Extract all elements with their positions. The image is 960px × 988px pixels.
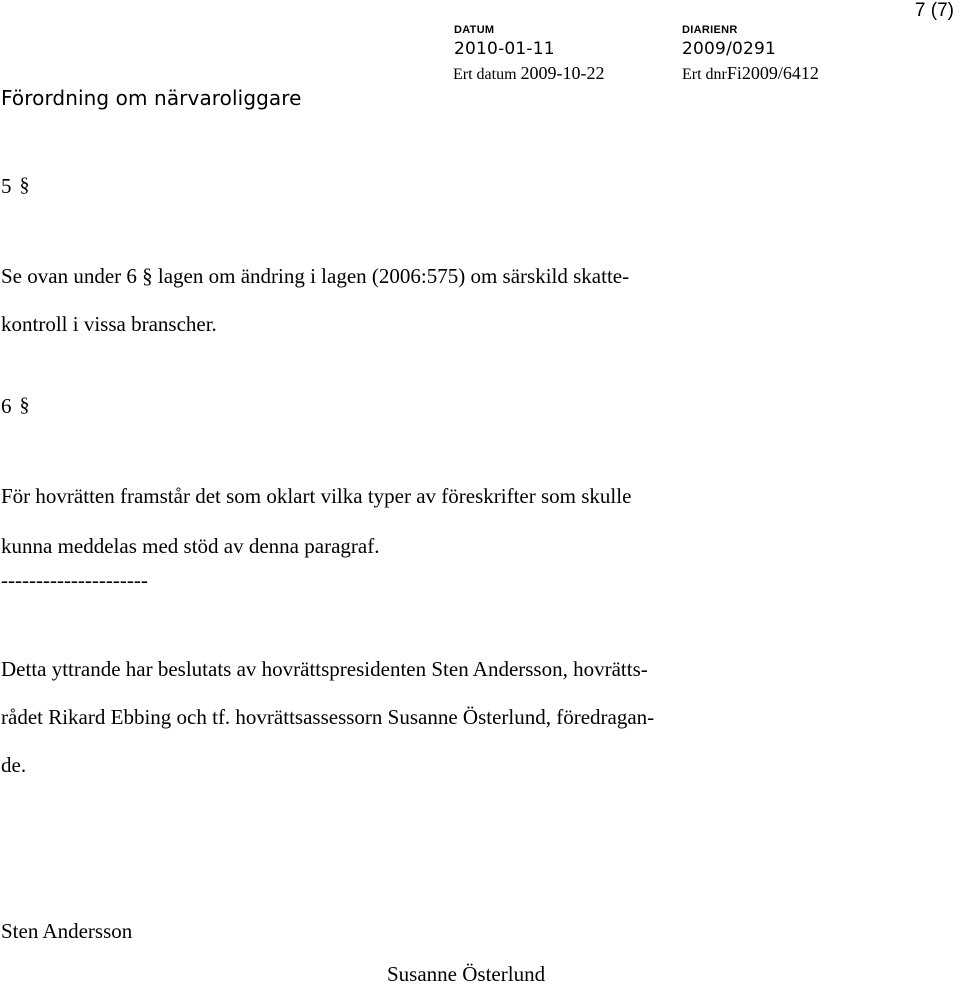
section-6-text [1,471,631,571]
section-5-line-2: kontroll i vissa branscher. [1,312,217,336]
section-6-line-1: För hovrätten framstår det som oklart vilka typer av föreskrifter som skulle [1,484,632,508]
separator-line: --------------------- [1,568,148,592]
closing-line-2: rådet Rikard Ebbing och tf. hovrättsassessorn Susanne Österlund, föredragan- [1,705,655,729]
section-6-line-2: kunna meddelas med stöd av denna paragraf. [1,534,380,558]
page-number: 7 (7) [914,0,954,21]
date-label: DATUM [454,24,495,36]
reference-number-value: 2009/0291 [682,39,777,59]
date-value: 2010-01-11 [454,39,555,59]
document-title: Förordning om närvaroliggare [1,86,302,110]
their-date-value: 2009-10-22 [520,63,605,83]
closing-paragraph [1,645,654,789]
section-5-heading [1,174,30,199]
their-reference [682,63,819,84]
section-5-text [1,252,629,348]
section-5-line-1: Se ovan under 6 § lagen om ändring i lagen (2006:575) om särskild skatte- [1,264,630,288]
closing-line-1: Detta yttrande har beslutats av hovrättspresidenten Sten Andersson, hovrätts- [1,657,648,681]
signature-first: Sten Andersson [1,919,133,943]
section-symbol: § [19,174,30,196]
their-date [453,63,605,84]
their-date-label: Ert datum [453,66,517,83]
section-6-heading [1,394,30,419]
their-reference-value: Fi2009/6412 [726,63,819,83]
section-number: 5 [1,174,12,198]
section-symbol: § [19,394,30,416]
reference-number-label: DIARIENR [682,24,738,36]
signature-second: Susanne Österlund [387,962,546,986]
section-number: 6 [1,394,12,418]
their-reference-label: Ert dnr [682,66,727,83]
closing-line-3: de. [1,753,27,777]
